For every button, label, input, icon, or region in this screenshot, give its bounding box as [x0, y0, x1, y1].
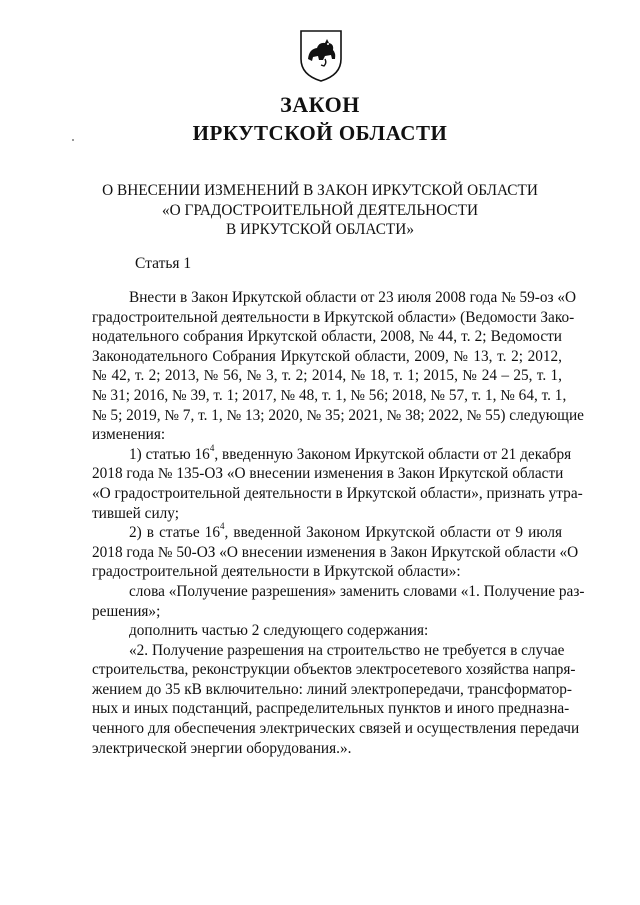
- item-number-text: 1) статью 16: [129, 445, 210, 463]
- body-line: 2018 года № 135-ОЗ «О внесении изменения в Закон Иркутской области: [92, 465, 564, 483]
- body-line: № 31; 2016, № 39, т. 1; 2017, № 48, т. 1, № 56; 2018, № 57, т. 1, № 64, т. 1,: [92, 386, 567, 404]
- superscript: 4: [219, 521, 225, 532]
- item-number-text: 2) в статье 16: [129, 524, 220, 542]
- body-line: дополнить частью 2 следующего содержания:: [129, 622, 429, 640]
- body-line: слова «Получение разрешения» заменить словами «1. Получение раз-: [129, 582, 585, 600]
- item-text: , введенную Законом Иркутской области от 21 декабря: [214, 445, 572, 463]
- body-line: Законодательного Собрания Иркутской области, 2009, № 13, т. 2; 2012,: [92, 347, 562, 365]
- subtitle-line: О ВНЕСЕНИИ ИЗМЕНЕНИЙ В ЗАКОН ИРКУТСКОЙ ОБЛАСТИ: [102, 182, 538, 199]
- superscript: 4: [209, 442, 215, 453]
- law-subtitle: [80, 181, 560, 240]
- body-line: электрической энергии оборудования.».: [92, 739, 352, 757]
- body-line: жением до 35 кВ включительно: линий электропередачи, трансформатор-: [92, 680, 572, 698]
- coat-of-arms-icon: [299, 29, 343, 83]
- body-line: тившей силу;: [92, 504, 179, 522]
- body-line: Внести в Закон Иркутской области от 23 июля 2008 года № 59-оз «О: [129, 289, 577, 306]
- subtitle-line: «О ГРАДОСТРОИТЕЛЬНОЙ ДЕЯТЕЛЬНОСТИ: [161, 201, 479, 219]
- item-text: , введенной Законом Иркутской области от 9 июля: [224, 524, 562, 542]
- body-line: [92, 442, 572, 465]
- region-title: ИРКУТСКОЙ ОБЛАСТИ: [192, 121, 448, 145]
- body-line: «О градостроительной деятельности в Иркутской области», признать утра-: [92, 484, 583, 502]
- law-title: ЗАКОН: [280, 92, 360, 117]
- body-line: 2018 года № 50-ОЗ «О внесении изменения в Закон Иркутской области «О: [92, 543, 579, 561]
- body-line: [92, 523, 562, 543]
- body-line: строительства, реконструкции объектов электросетевого хозяйства напря-: [92, 661, 576, 679]
- body-line: № 42, т. 2; 2013, № 56, № 3, т. 2; 2014, № 18, т. 1; 2015, № 24 – 25, т. 1,: [92, 367, 562, 385]
- body-line: изменения:: [92, 426, 166, 444]
- article-heading: Статья 1: [135, 255, 192, 272]
- body-line: градостроительной деятельности в Иркутской области»:: [92, 563, 461, 581]
- body-line: ных и иных подстанций, распределительных пунктов и иного предназна-: [92, 700, 570, 718]
- subtitle-line: В ИРКУТСКОЙ ОБЛАСТИ»: [226, 221, 414, 238]
- body-line: градостроительной деятельности в Иркутской области» (Ведомости Зако-: [92, 308, 575, 326]
- document-body: [92, 288, 585, 758]
- body-line: № 5; 2019, № 7, т. 1, № 13; 2020, № 35; 2021, № 38; 2022, № 55) следующие: [92, 406, 584, 424]
- body-line: нодательного собрания Иркутской области, 2008, № 44, т. 2; Ведомости: [92, 328, 562, 346]
- body-line: «2. Получение разрешения на строительство не требуется в случае: [129, 641, 565, 659]
- body-line: решения»;: [92, 602, 161, 620]
- body-line: ченного для обеспечения электрических связей и осуществления передачи: [92, 720, 580, 738]
